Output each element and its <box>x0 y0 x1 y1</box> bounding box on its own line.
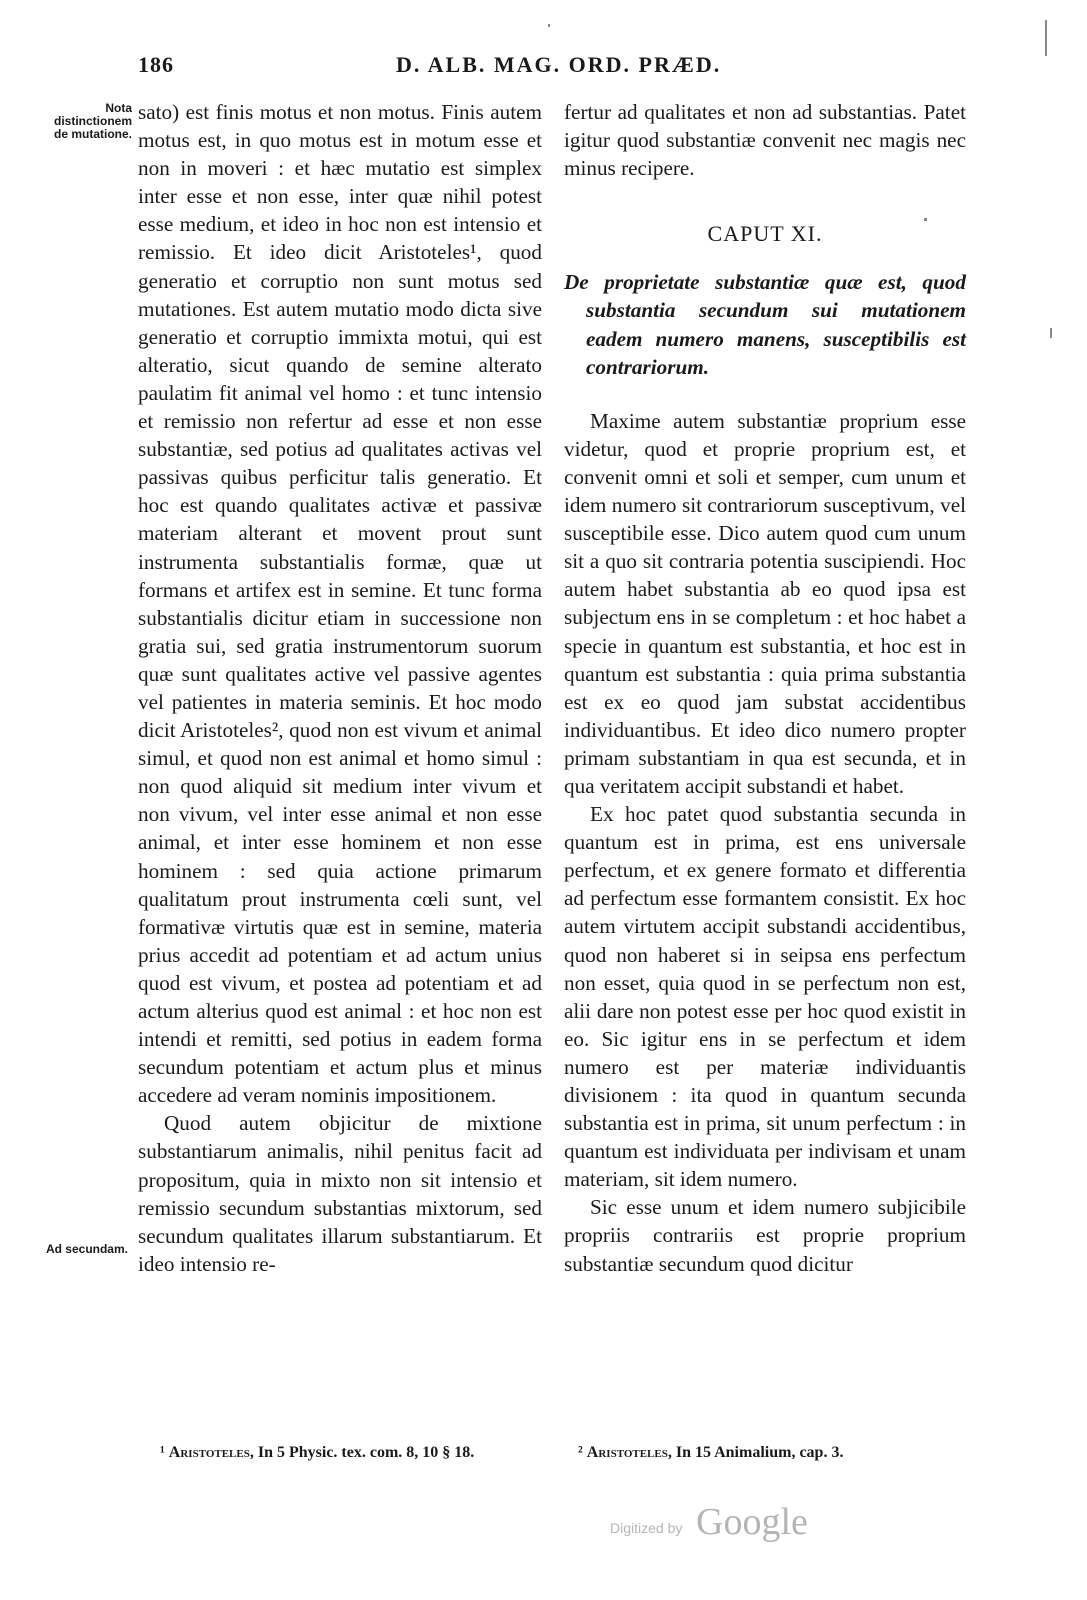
footnote-1-text: , In 5 Physic. tex. com. 8, 10 § 18. <box>249 1444 475 1461</box>
watermark-brand-logo: Google <box>696 1501 808 1543</box>
page-header <box>138 52 968 88</box>
left-paragraph-2: Quod autem objicitur de mixtione substantiarum animalis, nihil penitus facit ad propositum, quia in mixto non sit intensio et remissio secundum substantias mixtorum, sed secundum qualitates illarum substantiarum. Et ideo intensio re- <box>138 1111 542 1276</box>
digitized-watermark <box>610 1500 850 1550</box>
footnote-2-author: Aristoteles <box>586 1444 668 1461</box>
watermark-prefix: Digitized by <box>610 1520 683 1536</box>
scan-dot-mark <box>1050 328 1052 338</box>
page-number: 186 <box>138 52 174 77</box>
footnote-1-author: Aristoteles <box>168 1444 250 1461</box>
left-paragraph-1: sato) est finis motus et non motus. Finis autem motus est, in quo motus est in motum esse et non in moveri : et hæc mutatio est simplex inter esse et non esse, inter quæ nihil potest esse medium, et ideo in hoc non est intensio et remissio. Et ideo dicit Aristoteles¹, quod generatio et corruptio non sunt motus sed mutationes. Est autem mutatio modo dicta sive generatio et corruptio immixta motui, qui est alteratio, sicut quando de semine alterato paulatim fit animal vel homo : et tunc intensio et remissio non refertur ad esse et non esse substantiæ, sed potius ad qualitates activas vel passivas quibus perficitur talis generatio. Et hoc est quando qualitates activæ et passivæ materiam alterant et movent prout sunt instrumenta substantialis formæ, quæ ut formans et artifex est in semine. Et tunc forma substantialis dicitur etiam in successione non gratia sui, sed gratia instrumentorum suorum quæ sunt qualitates active vel passive agentes vel patientes in materia seminis. Et hoc modo dicit Aristoteles², quod non est vivum et animal simul, et quod non est animal et homo simul : non quod aliquid sit medium inter vivum et non vivum, vel inter esse animal et non esse animal, et inter esse hominem et non esse hominem : sed quia actione primarum qualitatum prout instrumenta cœli sunt, vel formativæ virtutis quæ est in semine, materia prius accedit ad potentiam et ad actum unius quod est vivum, et postea ad potentiam et ad actum alterius quod est animal : et hoc non est intendi et remitti, sed potius in eadem forma secundum potentiam et actum plus et minus accedere ad veram nominis impositionem. <box>138 100 542 1108</box>
running-title: D. ALB. MAG. ORD. PRÆD. <box>396 52 722 77</box>
footnote-2-mark: ² <box>578 1444 583 1461</box>
scan-dot-mark <box>924 218 927 221</box>
right-paragraph-3: Ex hoc patet quod substantia secunda in quantum est in prima, est ens universale perfectum, et ex genere formato et differentia ad perfectum esse formantem consistit. Ex hoc autem virtutem accipit substandi accidentibus, quod non haberet si in seipsa ens perfectum non esset, quia quod in se perfectum non est, alii dare non potest esse per hoc quod existit in eo. Sic igitur ens in se perfectum et idem numero est per materiæ individuantis divisionem : ita quod in quantum secunda substantia est in prima, sit unum perfectum : in quantum est individuata per indivisam et unam materiam, sit idem numero. <box>564 802 966 1192</box>
footnote-1-mark: ¹ <box>160 1444 165 1461</box>
margin-note-distinction: Nota distinctionem de mutatione. <box>53 101 132 141</box>
right-paragraph-4: Sic esse unum et idem numero subjicibile propriis contrariis est proprie proprium substantiæ secundum quod dicitur <box>564 1195 966 1276</box>
left-column <box>138 98 542 1278</box>
right-column <box>564 98 966 1278</box>
footnote-1 <box>160 1444 474 1462</box>
scan-edge-mark <box>1045 20 1047 56</box>
chapter-title: CAPUT XI. <box>707 221 823 247</box>
right-paragraph-2: Maxime autem substantiæ proprium esse videtur, quod et proprie proprium est, et convenit omni et soli et semper, cum unum et idem numero sit contrariorum susceptivum, vel susceptibile esse. Dico autem quod cum unum sit a quo sit contraria potentia suscipiendi. Hoc autem habet substantia ab eo quod ipsa est subjectum ens in se completum : et hoc habet a specie in quantum est substantia, et hoc est in quantum est substantia : quia prima substantia est ex eo quod jam substat accidentibus individuantibus. Et ideo dico numero propter primam substantiam in qua est secunda, et in qua veritatem accipit substandi et habet. <box>564 408 966 798</box>
right-paragraph-1: fertur ad qualitates et non ad substantias. Patet igitur quod substantiæ convenit nec magis nec minus recipere. <box>564 100 966 181</box>
footnote-2 <box>578 1444 843 1462</box>
margin-note-ad-secundam: Ad secundam. <box>45 1242 128 1256</box>
footnotes <box>138 1444 968 1468</box>
footnote-2-text: , In 15 Animalium, cap. 3. <box>667 1444 844 1461</box>
chapter-description: De proprietate substantiæ quæ est, quod substantia secundum sui mutationem eadem numero manens, susceptibilis est contrariorum. <box>564 270 966 379</box>
scan-dot-mark <box>548 24 550 27</box>
